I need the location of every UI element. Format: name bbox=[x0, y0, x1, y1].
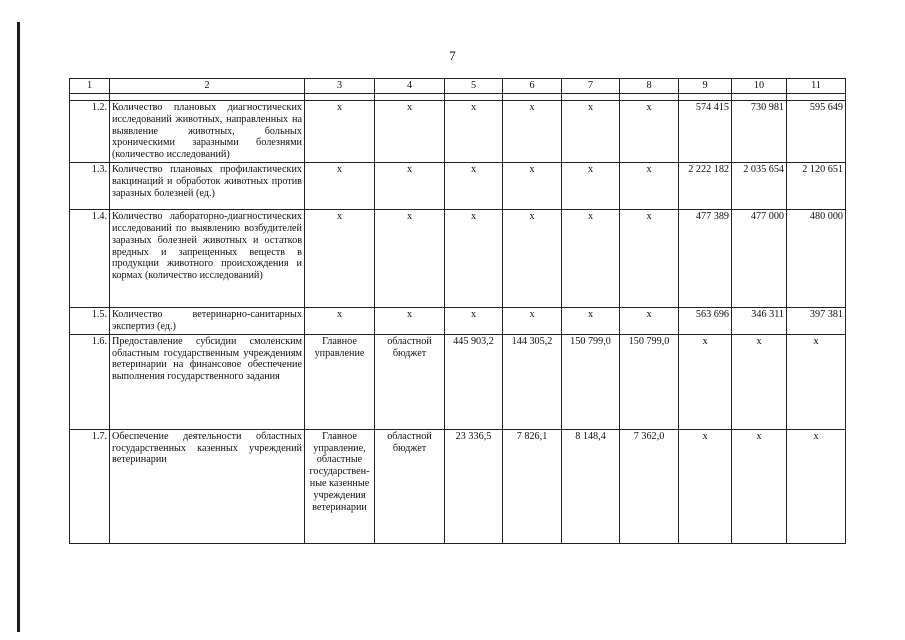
header-cell: 9 bbox=[679, 79, 732, 94]
value-cell: 445 903,2 bbox=[445, 334, 503, 429]
row-description: Количество плановых диагностических исследований животных, направленных на выявление животных, больных хроническими заразными болезнями (количество исследований) bbox=[110, 101, 305, 163]
table-row bbox=[70, 163, 846, 210]
header-cell: 6 bbox=[503, 79, 562, 94]
value-cell: 7 362,0 bbox=[620, 429, 679, 543]
value-cell: x bbox=[620, 101, 679, 163]
row-number: 1.5. bbox=[70, 308, 110, 335]
indicator-cell: 2 120 651 bbox=[787, 163, 846, 210]
column-number-row bbox=[70, 79, 846, 94]
row-number: 1.7. bbox=[70, 429, 110, 543]
value-cell: x bbox=[562, 101, 620, 163]
indicator-cell: x bbox=[679, 334, 732, 429]
indicator-cell: 477 389 bbox=[679, 210, 732, 308]
value-cell: x bbox=[503, 210, 562, 308]
source-cell: x bbox=[375, 163, 445, 210]
value-cell: 150 799,0 bbox=[620, 334, 679, 429]
indicator-cell: x bbox=[787, 334, 846, 429]
table-row bbox=[70, 210, 846, 308]
value-cell: x bbox=[503, 308, 562, 335]
header-cell: 5 bbox=[445, 79, 503, 94]
responsible-cell: x bbox=[305, 101, 375, 163]
row-number: 1.3. bbox=[70, 163, 110, 210]
header-cell: 8 bbox=[620, 79, 679, 94]
indicator-cell: 477 000 bbox=[732, 210, 787, 308]
header-cell: 2 bbox=[110, 79, 305, 94]
header-cell: 7 bbox=[562, 79, 620, 94]
value-cell: 150 799,0 bbox=[562, 334, 620, 429]
row-description: Предоставление субсидии смоленским областным государственным учреждениям ветеринарии на финансовое обеспечение выполнения государственного задания bbox=[110, 334, 305, 429]
header-cell: 1 bbox=[70, 79, 110, 94]
row-number: 1.6. bbox=[70, 334, 110, 429]
row-number: 1.2. bbox=[70, 101, 110, 163]
header-cell: 4 bbox=[375, 79, 445, 94]
value-cell: x bbox=[503, 163, 562, 210]
indicator-cell: 480 000 bbox=[787, 210, 846, 308]
responsible-cell: Главное управление bbox=[305, 334, 375, 429]
value-cell: 144 305,2 bbox=[503, 334, 562, 429]
value-cell: x bbox=[503, 101, 562, 163]
indicator-cell: 397 381 bbox=[787, 308, 846, 335]
table-row bbox=[70, 308, 846, 335]
table-row bbox=[70, 334, 846, 429]
value-cell: x bbox=[445, 101, 503, 163]
indicator-cell: 2 035 654 bbox=[732, 163, 787, 210]
indicator-cell: x bbox=[787, 429, 846, 543]
value-cell: x bbox=[562, 308, 620, 335]
value-cell: x bbox=[620, 210, 679, 308]
row-description: Количество ветеринарно-санитарных экспертиз (ед.) bbox=[110, 308, 305, 335]
value-cell: x bbox=[620, 163, 679, 210]
page-number: 7 bbox=[449, 48, 456, 63]
indicator-cell: x bbox=[732, 429, 787, 543]
indicator-cell: 730 981 bbox=[732, 101, 787, 163]
value-cell: x bbox=[445, 210, 503, 308]
value-cell: x bbox=[562, 163, 620, 210]
left-margin-rule bbox=[17, 22, 20, 632]
row-description: Количество плановых профилактических вакцинаций и обработок животных против заразных болезней (ед.) bbox=[110, 163, 305, 210]
responsible-cell: Главное управление, областные государствен-ные казенные учреждения ветеринарии bbox=[305, 429, 375, 543]
responsible-cell: x bbox=[305, 163, 375, 210]
row-number: 1.4. bbox=[70, 210, 110, 308]
indicator-cell: 574 415 bbox=[679, 101, 732, 163]
source-cell: x bbox=[375, 210, 445, 308]
indicator-cell: 346 311 bbox=[732, 308, 787, 335]
indicator-cell: 595 649 bbox=[787, 101, 846, 163]
responsible-cell: x bbox=[305, 308, 375, 335]
source-cell: x bbox=[375, 308, 445, 335]
program-table bbox=[69, 78, 846, 544]
indicator-cell: x bbox=[732, 334, 787, 429]
indicator-cell: x bbox=[679, 429, 732, 543]
header-cell: 3 bbox=[305, 79, 375, 94]
source-cell: областной бюджет bbox=[375, 334, 445, 429]
value-cell: 23 336,5 bbox=[445, 429, 503, 543]
value-cell: 7 826,1 bbox=[503, 429, 562, 543]
responsible-cell: x bbox=[305, 210, 375, 308]
source-cell: x bbox=[375, 101, 445, 163]
table-row bbox=[70, 101, 846, 163]
header-cell: 11 bbox=[787, 79, 846, 94]
value-cell: x bbox=[445, 163, 503, 210]
indicator-cell: 563 696 bbox=[679, 308, 732, 335]
value-cell: x bbox=[445, 308, 503, 335]
header-cell: 10 bbox=[732, 79, 787, 94]
value-cell: x bbox=[562, 210, 620, 308]
row-description: Количество лабораторно-диагностических исследований по выявлению возбудителей заразных болезней животных и остатков вредных и запрещенных веществ в продукции животного происхождения и кормах (количество исследований) bbox=[110, 210, 305, 308]
value-cell: x bbox=[620, 308, 679, 335]
spacer-row bbox=[70, 94, 846, 101]
source-cell: областной бюджет bbox=[375, 429, 445, 543]
row-description: Обеспечение деятельности областных государственных казенных учреждений ветеринарии bbox=[110, 429, 305, 543]
table-row bbox=[70, 429, 846, 543]
indicator-cell: 2 222 182 bbox=[679, 163, 732, 210]
value-cell: 8 148,4 bbox=[562, 429, 620, 543]
